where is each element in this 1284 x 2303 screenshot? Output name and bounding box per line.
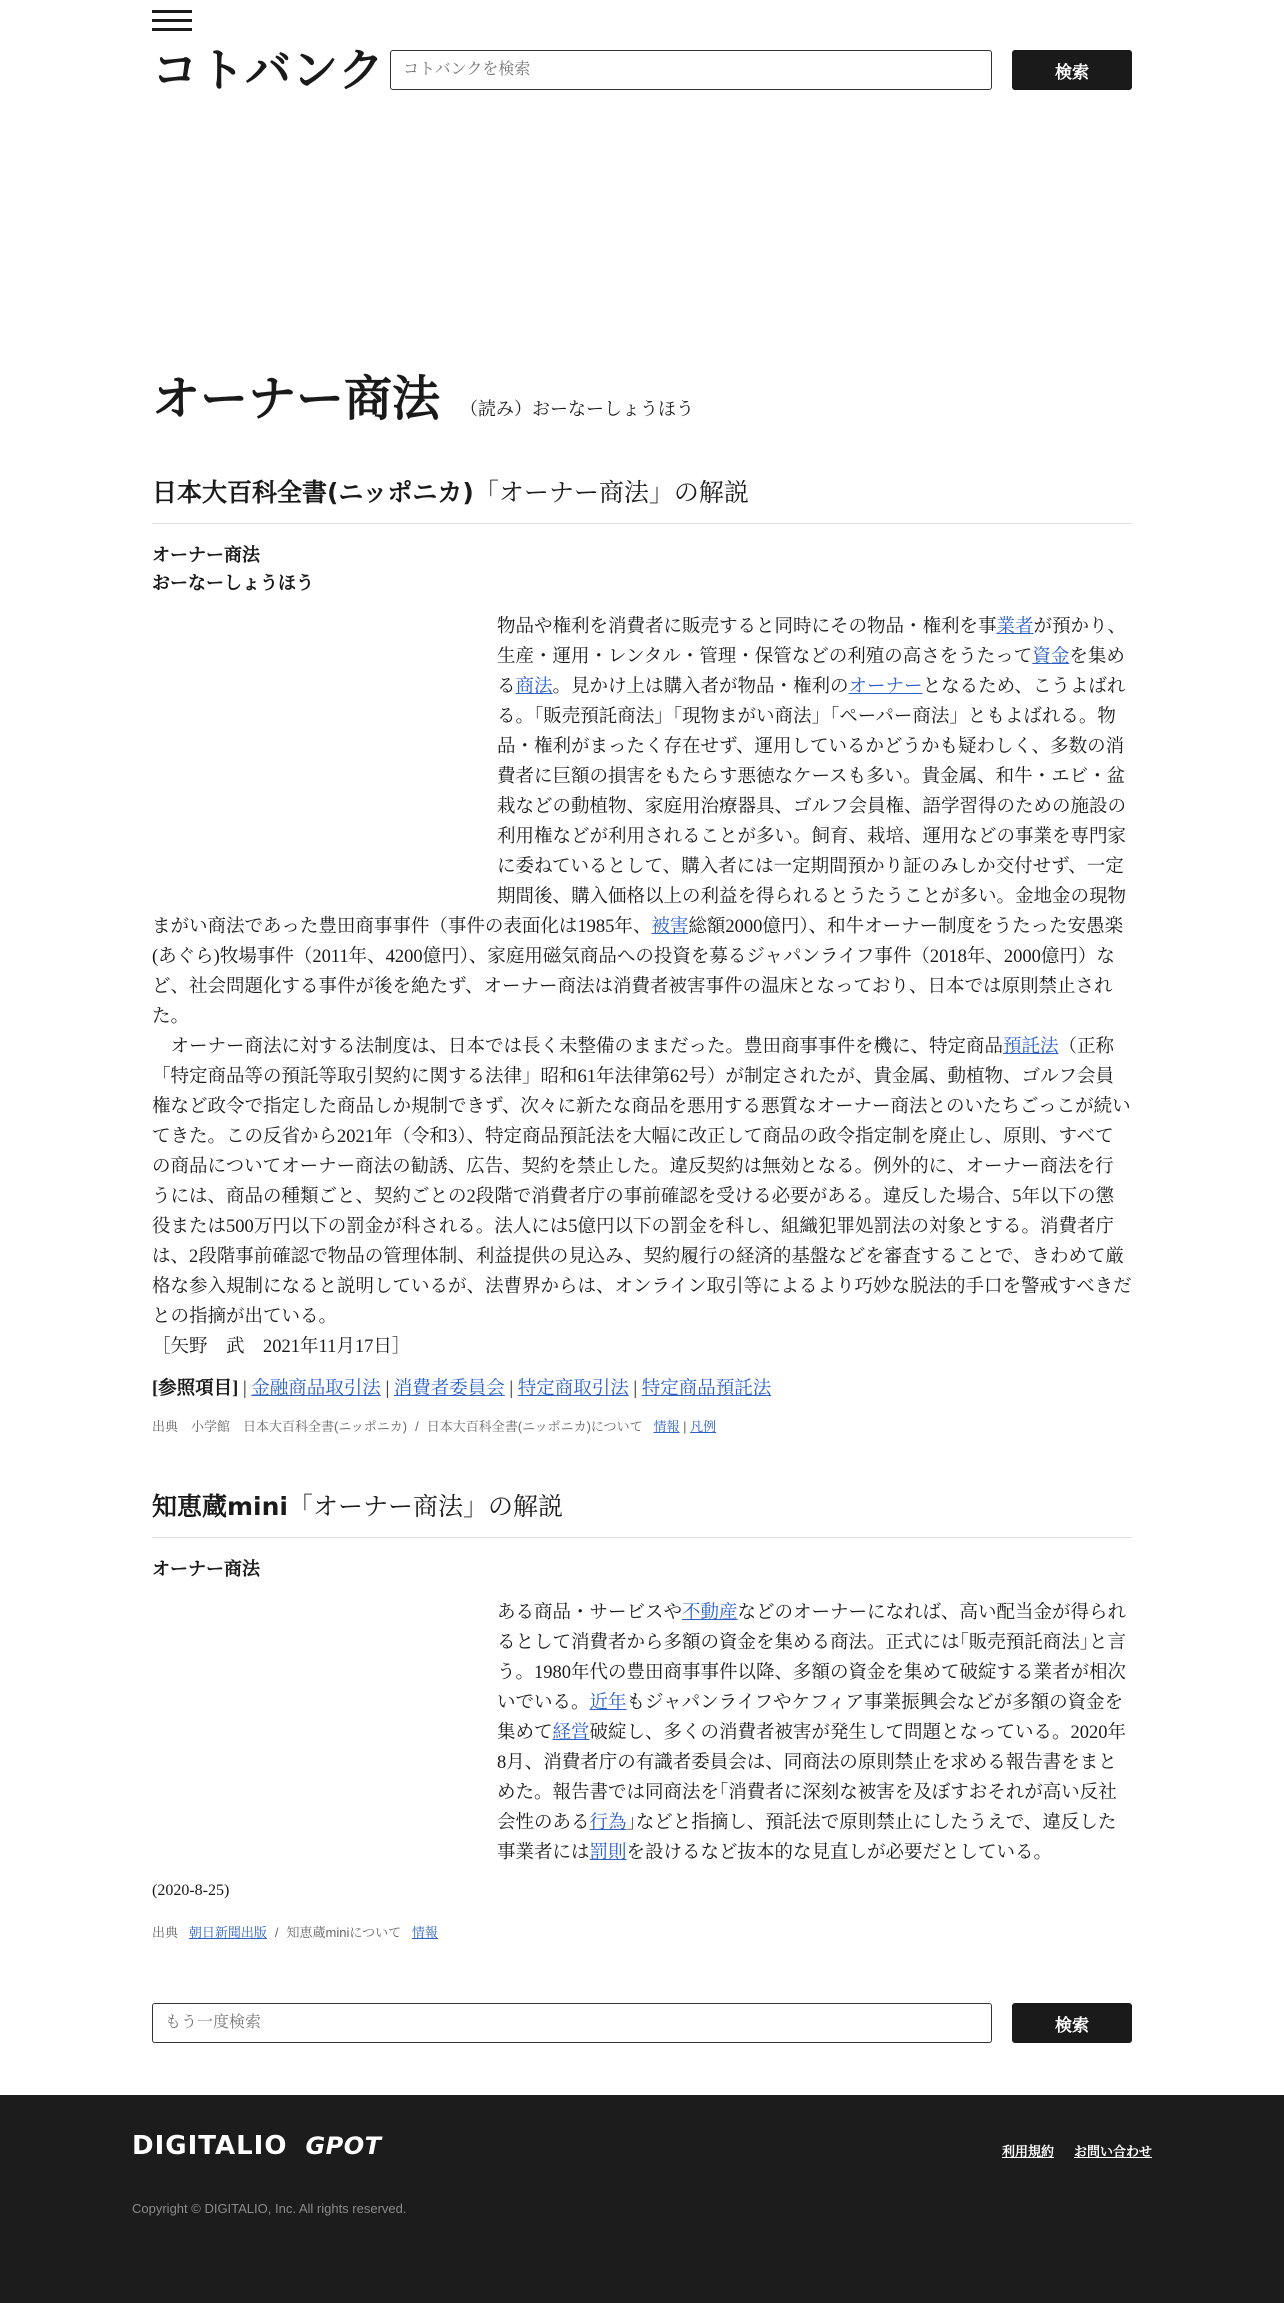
footer-logos [132,2131,382,2161]
source-prefix: 出典 小学館 日本大百科全書(ニッポニカ) [152,1419,408,1434]
author-line: ［矢野 武 2021年11月17日］ [152,1337,411,1357]
link-kinnen[interactable]: 近年 [589,1693,627,1713]
reference-list: [参照項目] | 金融商品取引法 | 消費者委員会 | 特定商取引法 | 特定商品預託法 [152,1379,772,1399]
ref-link[interactable]: 特定商取引法 [517,1379,629,1399]
search-button[interactable]: 検索 [1012,50,1132,90]
paragraph-2 [152,1032,1132,1332]
article-body [152,612,1132,1362]
entry-name: オーナー商法 [152,1559,260,1580]
search-again-button[interactable]: 検索 [1012,2003,1132,2043]
text: 。見かけ上は購入者が物品・権利の [552,677,849,697]
article-body [152,1598,1132,1906]
site-header [152,0,1132,130]
text: もジャパンライフやケフィア事業振興会などが多額の資金を集めて [497,1693,1124,1743]
menu-icon[interactable] [152,10,192,32]
source-line: 出典 小学館 日本大百科全書(ニッポニカ) / 日本大百科全書(ニッポニカ)について 情報 | 凡例 [152,1419,717,1434]
ref-link[interactable]: 特定商品預託法 [641,1379,772,1399]
site-logo[interactable]: コトバンク [152,43,386,97]
link-bassoku[interactable]: 罰則 [589,1843,627,1863]
gpot-logo[interactable]: GPOT [305,2132,382,2160]
footer-links [1002,2141,1152,2160]
source-prefix: 出典 [152,1925,179,1940]
text: （正称「特定商品等の預託等取引契約に関する法律」昭和61年法律第62号）が制定されたが、貴金属、動植物、ゴルフ会員権など政令で指定した商品しか規制できず、次々に新たな商品を悪用する悪質なオーナー商法とのいたちごっこが続いてきた。この反省から2021年（令和3）、特定商品預託法を大幅に改正して商品の政令指定制を廃止し、原則、すべての商品についてオーナー商法の勧誘、広告、契約を禁止した。違反契約は無効となる。例外的に、オーナー商法を行うには、商品の種類ごと、契約ごとの2段階で消費者庁の事前確認を受ける必要がある。違反した場合、5年以下の懲役または500万円以下の罰金が科される。法人には5億円以下の罰金を科し、組織犯罪処罰法の対象とする。消費者庁は、2段階事前確認で物品の管理体制、利益提供の見込み、契約履行の経済的基盤などを審査することで、きわめて厳格な参入規制になると説明しているが、法曹界からは、オンライン取引等によるより巧妙な脱法的手口を警戒すべきだとの指摘が出ている。 [152,1037,1132,1327]
text: オーナー商法に対する法制度は、日本では長く未整備のままだった。豊田商事事件を機に、特定商品 [170,1037,1004,1057]
ref-link[interactable]: 金融商品取引法 [251,1379,381,1399]
link-shouhou[interactable]: 商法 [515,677,553,697]
ad-space [152,130,1132,360]
section-chiezo-mini [152,1487,1132,1941]
site-footer [0,2095,1284,2303]
article-date: (2020-8-25) [152,1882,230,1899]
text: を集める [497,647,1125,697]
entry-name: オーナー商法 [152,545,260,566]
section-heading-suffix: 「オーナー商法」の解説 [288,1492,564,1521]
source-info-link[interactable]: 情報 [653,1419,680,1434]
link-owner[interactable]: オーナー [848,677,923,697]
section-heading [152,1487,1132,1538]
section-source-name: 知恵蔵mini [152,1492,288,1521]
entry-reading: おーなーしょうほう [152,573,314,594]
source-publisher-link[interactable]: 朝日新聞出版 [188,1925,267,1940]
text: などのオーナーになれば、高い配当金が得られるとして消費者から多額の資金を集める商法。正式には｢販売預託商法｣と言う。1980年代の豊田商事事件以降、多額の資金を集めて破綻する業者が相次いでいる。 [497,1603,1127,1713]
image-placeholder [152,1598,497,1868]
ref-link[interactable]: 消費者委員会 [393,1379,505,1399]
link-higai[interactable]: 被害 [651,917,689,937]
text: 総額2000億円）、和牛オーナー制度をうたった安愚楽(あぐら)牧場事件（2011年、4200億円）、家庭用磁気商品への投資を募るジャパンライフ事件（2018年、2000億円）など、社会問題化する事件が後を絶たず、オーナー商法は消費者被害事件の温床となっており、日本では原則禁止された。 [152,917,1124,1027]
terms-link[interactable]: 利用規約 [1001,2144,1054,2159]
search-input[interactable] [390,50,992,90]
section-nipponica [152,473,1132,1435]
text: が預かり、生産・運用・レンタル・管理・保管などの利殖の高さをうたって [497,617,1127,667]
source-info-link[interactable]: 情報 [411,1925,438,1940]
source-line: 出典 朝日新聞出版 / 知恵蔵miniについて 情報 [152,1925,438,1940]
link-takuhou[interactable]: 預託法 [1003,1037,1059,1057]
section-heading [152,473,1132,524]
contact-link[interactable]: お問い合わせ [1073,2144,1152,2159]
text: 破綻し、多くの消費者被害が発生して問題となっている。2020年8月、消費者庁の有識者委員会は、同商法の原則禁止を求める報告書をまとめた。報告書では同商法を｢消費者に深刻な被害を及ぼすおそれが高い反社会性のある [497,1723,1127,1833]
search-again-input[interactable] [152,2003,992,2043]
link-fudousan[interactable]: 不動産 [682,1603,738,1623]
source-legend-link[interactable]: 凡例 [690,1419,717,1434]
text: を設けるなど抜本的な見直しが必要だとしている。 [626,1843,1053,1863]
source-about: 知恵蔵miniについて [286,1925,402,1940]
reference-label: [参照項目] [152,1379,239,1399]
source-about: 日本大百科全書(ニッポニカ)について [426,1419,643,1434]
text: ｣などと指摘し、預託法で原則禁止にしたうえで、違反した事業者には [497,1813,1117,1863]
copyright: Copyright © DIGITALIO, Inc. All rights reserved. [132,2201,407,2216]
title-reading: （読み）おーなーしょうほう [460,399,695,419]
bottom-search [152,2003,1132,2049]
text: 物品や権利を消費者に販売すると同時にその物品・権利を事 [497,617,997,637]
text: ある商品・サービスや [497,1603,683,1623]
image-placeholder [152,612,497,912]
section-heading-suffix: 「オーナー商法」の解説 [473,478,749,507]
link-koui[interactable]: 行為 [589,1813,627,1833]
digitalio-logo[interactable]: DIGITALIO [132,2131,288,2161]
link-keiei[interactable]: 経営 [552,1723,590,1743]
page-title: オーナー商法 [152,371,441,427]
text: となるため、こうよばれる。「販売預託商法」「現物まがい商法」「ペーパー商法」ともよばれる。物品・権利がまったく存在せず、運用しているかどうかも疑わしく、多数の消費者に巨額の損害をもたらす悪徳なケースも多い。貴金属、和牛・エビ・盆栽などの動植物、家庭用治療器具、ゴルフ会員権、語学習得のための施設の利用権などが利用されることが多い。飼育、栽培、運用などの事業を専門家に委ねているとして、購入者には一定期間預かり証のみしか交付せず、一定期間後、購入価格以上の利益を得られるとうたうことが多い。金地金の現物まがい商法であった豊田商事事件（事件の表面化は1985年、 [152,677,1127,937]
link-gyousha[interactable]: 業者 [996,617,1034,637]
link-shikin[interactable]: 資金 [1032,647,1070,667]
title-row [152,360,1132,429]
section-source-name: 日本大百科全書(ニッポニカ) [152,478,474,507]
